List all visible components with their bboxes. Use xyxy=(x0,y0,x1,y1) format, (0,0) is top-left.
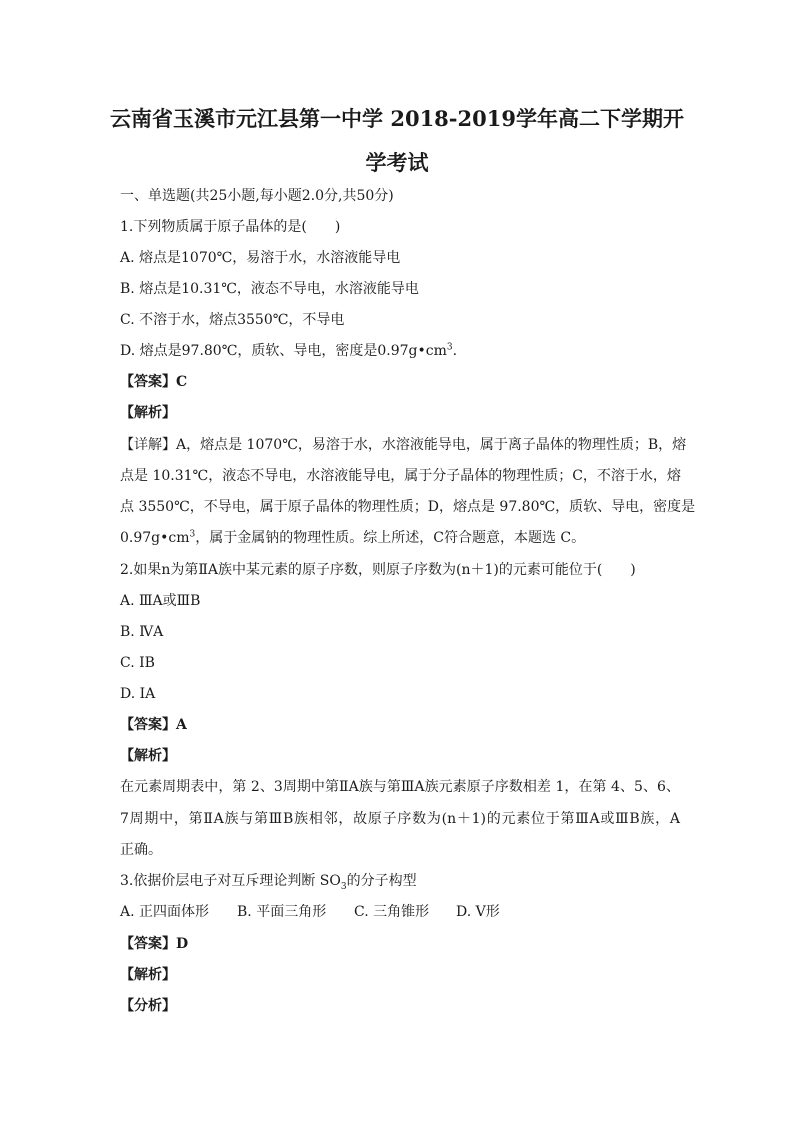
q2-explanation-line2: 7周期中，第ⅡA族与第ⅢB族相邻，故原子序数为(n＋1)的元素位于第ⅢA或ⅢB族，A xyxy=(120,811,680,827)
q3-answer: 【答案】D xyxy=(120,936,189,952)
q1-option-d-sup: 3 xyxy=(446,342,453,353)
q1-detail-line4-text: 0.97g•cm xyxy=(120,530,190,546)
q1-detail-line1: 【详解】A，熔点是 1070℃，易溶于水，水溶液能导电，属于离子晶体的物理性质；B，熔 xyxy=(120,437,687,453)
q2-option-d: D. ⅠA xyxy=(120,686,156,702)
q1-detail-line4-sup: 3 xyxy=(189,529,196,540)
q1-option-b: B. 熔点是10.31℃，液态不导电，水溶液能导电 xyxy=(120,281,419,297)
q1-option-d-text: D. 熔点是97.80℃，质软、导电，密度是0.97g•cm xyxy=(120,343,447,359)
q1-stem: 1.下列物质属于原子晶体的是( ) xyxy=(120,219,341,235)
q3-stem-end: 的分子构型 xyxy=(346,873,417,889)
section-heading: 一、单选题(共25小题,每小题2.0分,共50分) xyxy=(120,188,394,204)
q1-option-a: A. 熔点是1070℃，易溶于水，水溶液能导电 xyxy=(120,250,401,266)
q1-analysis-label: 【解析】 xyxy=(120,405,176,421)
q3-fenxi-label: 【分析】 xyxy=(120,998,176,1014)
q3-option-d: D. V形 xyxy=(456,904,500,920)
doc-title-line1: 云南省玉溪市元江县第一中学 2018-2019学年高二下学期开 xyxy=(110,106,684,131)
q3-option-a: A. 正四面体形 xyxy=(120,904,210,920)
q3-stem-text: 3.依据价层电子对互斥理论判断 SO xyxy=(120,873,341,889)
q3-option-c: C. 三角锥形 xyxy=(354,904,430,920)
q2-option-c: C. ⅠB xyxy=(120,655,155,671)
q1-detail-line4-end: ，属于金属钠的物理性质。综上所述，C符合题意，本题选 C。 xyxy=(195,530,586,546)
q1-detail-line3: 点 3550℃，不导电，属于原子晶体的物理性质；D，熔点是 97.80℃，质软、导电，密度是 xyxy=(120,499,696,515)
q1-detail-line4 xyxy=(120,528,680,548)
q3-analysis-label: 【解析】 xyxy=(120,967,176,983)
q2-analysis-label: 【解析】 xyxy=(120,748,176,764)
q2-explanation-line1: 在元素周期表中，第 2、3周期中第ⅡA族与第ⅢA族元素原子序数相差 1，在第 4、5、6、 xyxy=(120,779,680,795)
q2-answer: 【答案】A xyxy=(120,717,187,733)
doc-title-line2: 学考试 xyxy=(365,150,429,175)
q3-stem-sub: 3 xyxy=(340,881,347,892)
q2-explanation-line3: 正确。 xyxy=(120,842,162,858)
q1-answer: 【答案】C xyxy=(120,374,188,390)
q1-option-c: C. 不溶于水，熔点3550℃，不导电 xyxy=(120,312,345,328)
q3-option-b: B. 平面三角形 xyxy=(237,904,327,920)
q1-option-d xyxy=(120,341,680,361)
q3-options xyxy=(120,902,680,922)
q2-stem: 2.如果n为第ⅡA族中某元素的原子序数，则原子序数为(n＋1)的元素可能位于( ) xyxy=(120,562,636,578)
q2-option-a: A. ⅢA或ⅢB xyxy=(120,593,201,609)
q2-option-b: B. ⅣA xyxy=(120,624,164,640)
q1-option-d-end: . xyxy=(452,343,458,359)
q1-detail-line2: 点是 10.31℃，液态不导电，水溶液能导电，属于分子晶体的物理性质；C，不溶于水，熔 xyxy=(120,468,681,484)
q3-stem xyxy=(120,871,680,891)
